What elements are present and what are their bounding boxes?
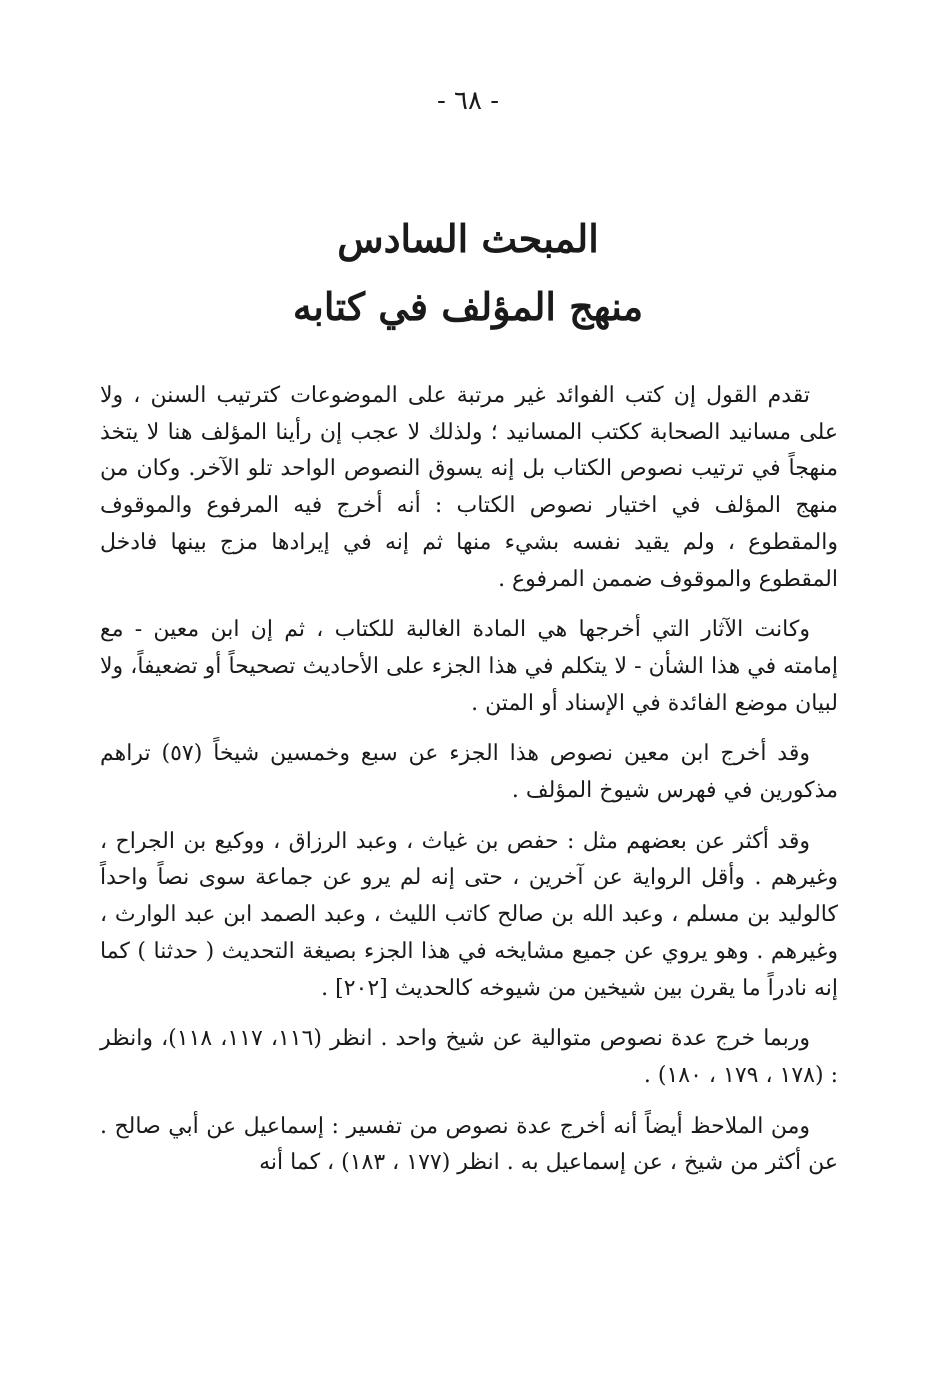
- page-number: - ٦٨ -: [436, 86, 500, 116]
- body-text: [100, 378, 838, 1196]
- paragraph-5: وربما خرج عدة نصوص متوالية عن شيخ واحد . انظر (١١٦، ١١٧، ١١٨)، وانظر : (١٧٨ ، ١٧٩ ، ١٨٠) .: [100, 1026, 838, 1088]
- section-title: المبحث السادس: [337, 216, 599, 261]
- paragraph-4: وقد أكثر عن بعضهم مثل : حفص بن غياث ، وعبد الرزاق ، ووكيع بن الجراح ، وغيرهم . وأقل الرواية عن آخرين ، حتى إنه لم يرو عن جماعة سوى نصاً واحداً كالوليد بن مسلم ، وعبد الله بن صالح كاتب الليث ، وعبد الصمد ابن عبد الوارث ، وغيرهم . وهو يروي عن جميع مشايخه في هذا الجزء بصيغة التحديث ( حدثنا ) كما إنه نادراً ما يقرن بين شيخين من شيوخه كالحديث [٢٠٢] .: [100, 828, 838, 1001]
- paragraph-3: وقد أخرج ابن معين نصوص هذا الجزء عن سبع وخمسين شيخاً (٥٧) تراهم مذكورين في فهرس شيوخ المؤلف .: [100, 741, 838, 804]
- section-heading: [0, 205, 936, 341]
- paragraph-2: وكانت الآثار التي أخرجها هي المادة الغالبة للكتاب ، ثم إن ابن معين - مع إمامته في هذا الشأن - لا يتكلم في هذا الجزء على الأحاديث تصحيحاً أو تضعيفاً، ولا لبيان موضع الفائدة في الإسناد أو المتن .: [100, 617, 838, 716]
- paragraph-1: تقدم القول إن كتب الفوائد غير مرتبة على الموضوعات كترتيب السنن ، ولا على مسانيد الصحابة ككتب المسانيد ؛ ولذلك لا عجب إن رأينا المؤلف هنا لا يتخذ منهجاً في ترتيب نصوص الكتاب بل إنه يسوق النصوص الواحد تلو الآخر. وكان من منهج المؤلف في اختيار نصوص الكتاب : أنه أخرج فيه المرفوع والموقوف والمقطوع ، ولم يقيد نفسه بشيء منها ثم إنه في إيرادها مزج بينها فادخل المقطوع والموقوف ضممن المرفوع .: [100, 383, 838, 592]
- paragraph-6: ومن الملاحظ أيضاً أنه أخرج عدة نصوص من تفسير : إسماعيل عن أبي صالح . عن أكثر من شيخ ، عن إسماعيل به . انظر (١٧٧ ، ١٨٣) ، كما أنه: [100, 1113, 838, 1176]
- section-subtitle: منهج المؤلف في كتابه: [292, 284, 644, 329]
